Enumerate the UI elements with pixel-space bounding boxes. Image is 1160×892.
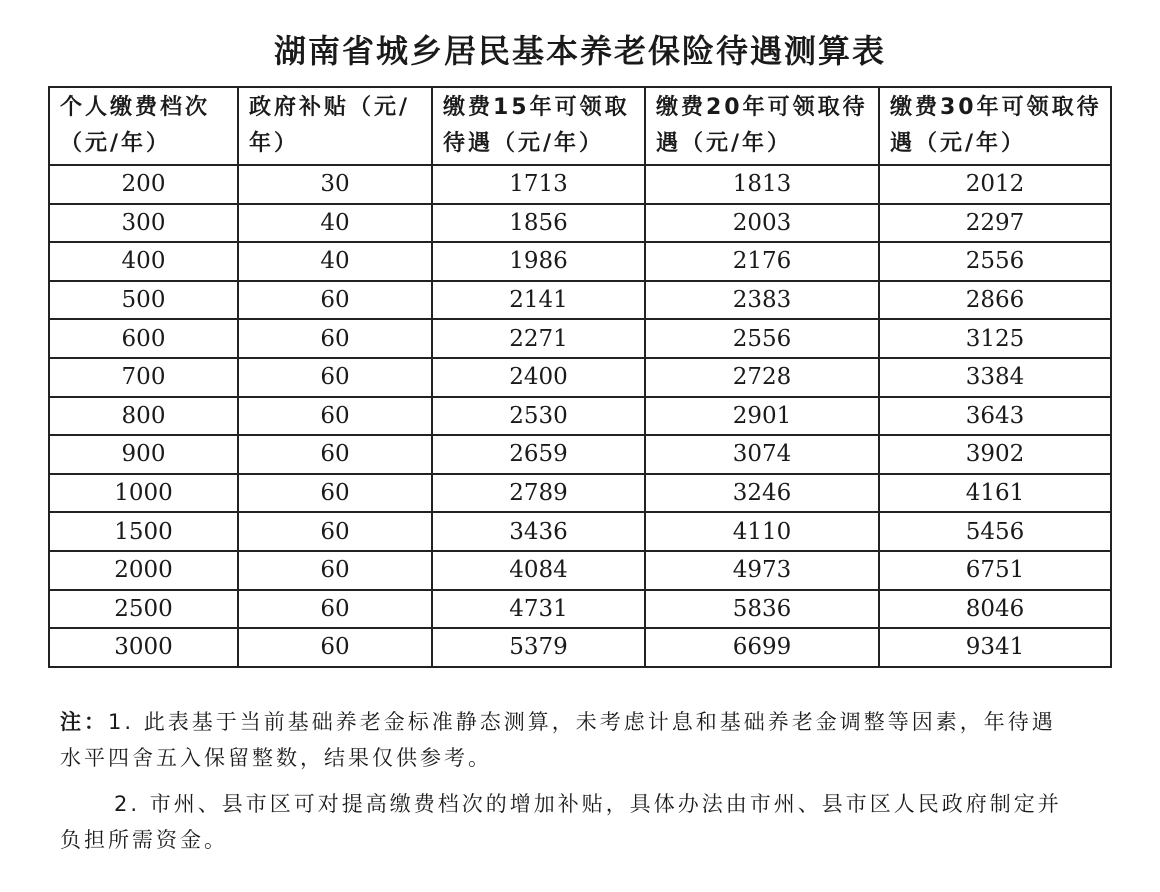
cell-government-subsidy: 60 xyxy=(238,590,432,629)
cell-government-subsidy: 60 xyxy=(238,628,432,667)
table-row xyxy=(49,242,1111,281)
header-government-subsidy: 政府补贴（元/年） xyxy=(238,87,432,165)
cell-benefit-15-years: 3436 xyxy=(432,512,645,551)
cell-benefit-20-years: 5836 xyxy=(645,590,879,629)
cell-benefit-15-years: 1713 xyxy=(432,165,645,204)
cell-government-subsidy: 60 xyxy=(238,474,432,513)
cell-benefit-30-years: 5456 xyxy=(879,512,1111,551)
table-header-row xyxy=(49,87,1111,165)
header-contribution-level: 个人缴费档次（元/年） xyxy=(49,87,238,165)
cell-benefit-30-years: 3125 xyxy=(879,319,1111,358)
header-benefit-15-years: 缴费15年可领取待遇（元/年） xyxy=(432,87,645,165)
cell-contribution-level: 1500 xyxy=(49,512,238,551)
table-row xyxy=(49,512,1111,551)
cell-benefit-15-years: 2141 xyxy=(432,281,645,320)
cell-government-subsidy: 30 xyxy=(238,165,432,204)
table-row xyxy=(49,165,1111,204)
cell-benefit-15-years: 2400 xyxy=(432,358,645,397)
cell-contribution-level: 700 xyxy=(49,358,238,397)
cell-benefit-20-years: 3246 xyxy=(645,474,879,513)
cell-benefit-20-years: 2556 xyxy=(645,319,879,358)
cell-benefit-30-years: 3384 xyxy=(879,358,1111,397)
cell-benefit-20-years: 6699 xyxy=(645,628,879,667)
note-1 xyxy=(60,704,1070,776)
cell-benefit-15-years: 1986 xyxy=(432,242,645,281)
cell-government-subsidy: 60 xyxy=(238,358,432,397)
table-row xyxy=(49,590,1111,629)
cell-benefit-20-years: 2176 xyxy=(645,242,879,281)
page-title: 湖南省城乡居民基本养老保险待遇测算表 xyxy=(273,32,886,70)
cell-benefit-15-years: 2789 xyxy=(432,474,645,513)
table-row xyxy=(49,397,1111,436)
cell-benefit-15-years: 5379 xyxy=(432,628,645,667)
cell-contribution-level: 2500 xyxy=(49,590,238,629)
cell-contribution-level: 200 xyxy=(49,165,238,204)
cell-contribution-level: 3000 xyxy=(49,628,238,667)
cell-benefit-20-years: 2728 xyxy=(645,358,879,397)
cell-benefit-20-years: 4973 xyxy=(645,551,879,590)
cell-benefit-20-years: 2003 xyxy=(645,204,879,243)
cell-government-subsidy: 60 xyxy=(238,512,432,551)
table-row xyxy=(49,435,1111,474)
table-row xyxy=(49,319,1111,358)
header-benefit-20-years: 缴费20年可领取待遇（元/年） xyxy=(645,87,879,165)
cell-contribution-level: 1000 xyxy=(49,474,238,513)
cell-contribution-level: 500 xyxy=(49,281,238,320)
table-body xyxy=(49,165,1111,667)
cell-government-subsidy: 40 xyxy=(238,204,432,243)
table-row xyxy=(49,281,1111,320)
cell-benefit-15-years: 2271 xyxy=(432,319,645,358)
cell-benefit-15-years: 4731 xyxy=(432,590,645,629)
cell-government-subsidy: 60 xyxy=(238,397,432,436)
table-row xyxy=(49,358,1111,397)
cell-contribution-level: 2000 xyxy=(49,551,238,590)
cell-contribution-level: 900 xyxy=(49,435,238,474)
cell-contribution-level: 600 xyxy=(49,319,238,358)
cell-benefit-15-years: 4084 xyxy=(432,551,645,590)
cell-government-subsidy: 60 xyxy=(238,435,432,474)
cell-government-subsidy: 60 xyxy=(238,551,432,590)
cell-benefit-30-years: 2012 xyxy=(879,165,1111,204)
table-row xyxy=(49,628,1111,667)
cell-benefit-30-years: 6751 xyxy=(879,551,1111,590)
table-row xyxy=(49,474,1111,513)
pension-calculation-table xyxy=(48,86,1112,668)
cell-benefit-20-years: 2901 xyxy=(645,397,879,436)
cell-contribution-level: 400 xyxy=(49,242,238,281)
cell-benefit-15-years: 1856 xyxy=(432,204,645,243)
cell-benefit-20-years: 3074 xyxy=(645,435,879,474)
cell-benefit-30-years: 3643 xyxy=(879,397,1111,436)
cell-benefit-30-years: 8046 xyxy=(879,590,1111,629)
cell-benefit-30-years: 2297 xyxy=(879,204,1111,243)
cell-benefit-15-years: 2530 xyxy=(432,397,645,436)
cell-benefit-30-years: 9341 xyxy=(879,628,1111,667)
notes-section xyxy=(60,704,1070,858)
cell-benefit-20-years: 4110 xyxy=(645,512,879,551)
table-row xyxy=(49,551,1111,590)
cell-benefit-30-years: 2866 xyxy=(879,281,1111,320)
cell-government-subsidy: 60 xyxy=(238,319,432,358)
cell-benefit-20-years: 2383 xyxy=(645,281,879,320)
cell-benefit-15-years: 2659 xyxy=(432,435,645,474)
cell-benefit-30-years: 4161 xyxy=(879,474,1111,513)
cell-government-subsidy: 60 xyxy=(238,281,432,320)
cell-benefit-30-years: 2556 xyxy=(879,242,1111,281)
note-1-text: 1. 此表基于当前基础养老金标准静态测算，未考虑计息和基础养老金调整等因素，年待遇水平四舍五入保留整数，结果仅供参考。 xyxy=(60,710,1056,770)
cell-government-subsidy: 40 xyxy=(238,242,432,281)
cell-contribution-level: 300 xyxy=(49,204,238,243)
note-label: 注： xyxy=(60,710,108,734)
cell-contribution-level: 800 xyxy=(49,397,238,436)
note-2: 2. 市州、县市区可对提高缴费档次的增加补贴，具体办法由市州、县市区人民政府制定并负担所需资金。 xyxy=(60,792,1062,852)
table-row xyxy=(49,204,1111,243)
cell-benefit-30-years: 3902 xyxy=(879,435,1111,474)
header-benefit-30-years: 缴费30年可领取待遇（元/年） xyxy=(879,87,1111,165)
cell-benefit-20-years: 1813 xyxy=(645,165,879,204)
